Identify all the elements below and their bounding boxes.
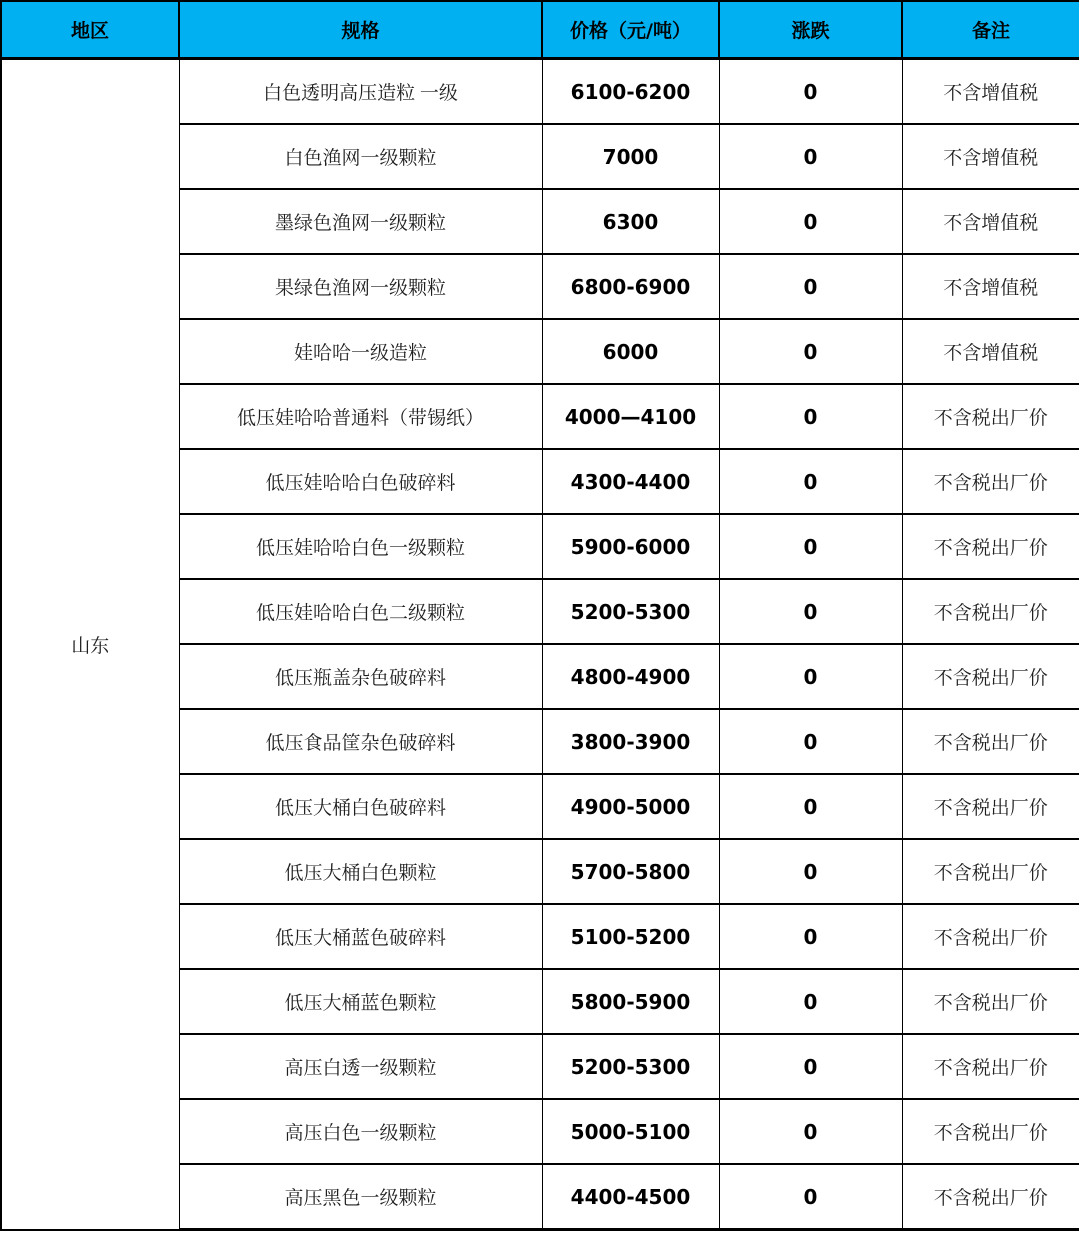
change-cell: 0 — [719, 254, 902, 319]
note-cell: 不含税出厂价 — [902, 384, 1079, 449]
change-cell: 0 — [719, 1099, 902, 1164]
spec-cell: 低压食品筐杂色破碎料 — [179, 709, 542, 774]
note-cell: 不含增值税 — [902, 59, 1079, 125]
change-cell: 0 — [719, 1164, 902, 1230]
change-cell: 0 — [719, 449, 902, 514]
change-cell: 0 — [719, 189, 902, 254]
note-cell: 不含税出厂价 — [902, 839, 1079, 904]
change-cell: 0 — [719, 124, 902, 189]
spec-cell: 墨绿色渔网一级颗粒 — [179, 189, 542, 254]
note-cell: 不含税出厂价 — [902, 969, 1079, 1034]
spec-cell: 低压娃哈哈白色一级颗粒 — [179, 514, 542, 579]
change-cell: 0 — [719, 59, 902, 125]
price-cell: 4300-4400 — [542, 449, 719, 514]
price-cell: 5800-5900 — [542, 969, 719, 1034]
price-cell: 5200-5300 — [542, 579, 719, 644]
header-cell-note: 备注 — [902, 1, 1079, 59]
note-cell: 不含税出厂价 — [902, 904, 1079, 969]
spec-cell: 低压娃哈哈普通料（带锡纸） — [179, 384, 542, 449]
spec-cell: 高压白透一级颗粒 — [179, 1034, 542, 1099]
change-cell: 0 — [719, 839, 902, 904]
price-cell: 4000—4100 — [542, 384, 719, 449]
spec-cell: 白色透明高压造粒 一级 — [179, 59, 542, 125]
spec-cell: 娃哈哈一级造粒 — [179, 319, 542, 384]
change-cell: 0 — [719, 319, 902, 384]
note-cell: 不含税出厂价 — [902, 709, 1079, 774]
change-cell: 0 — [719, 774, 902, 839]
note-cell: 不含税出厂价 — [902, 449, 1079, 514]
price-cell: 5200-5300 — [542, 1034, 719, 1099]
header-cell-price: 价格（元/吨） — [542, 1, 719, 59]
spec-cell: 白色渔网一级颗粒 — [179, 124, 542, 189]
spec-cell: 高压白色一级颗粒 — [179, 1099, 542, 1164]
table-row — [1, 59, 1079, 125]
price-cell: 4400-4500 — [542, 1164, 719, 1230]
note-cell: 不含增值税 — [902, 189, 1079, 254]
spec-cell: 果绿色渔网一级颗粒 — [179, 254, 542, 319]
change-cell: 0 — [719, 514, 902, 579]
note-cell: 不含税出厂价 — [902, 579, 1079, 644]
price-cell: 6300 — [542, 189, 719, 254]
header-row — [1, 1, 1079, 59]
price-cell: 6000 — [542, 319, 719, 384]
change-cell: 0 — [719, 384, 902, 449]
note-cell: 不含税出厂价 — [902, 1164, 1079, 1230]
spec-cell: 高压黑色一级颗粒 — [179, 1164, 542, 1230]
note-cell: 不含增值税 — [902, 319, 1079, 384]
spec-cell: 低压大桶白色破碎料 — [179, 774, 542, 839]
price-cell: 3800-3900 — [542, 709, 719, 774]
spec-cell: 低压大桶蓝色破碎料 — [179, 904, 542, 969]
note-cell: 不含税出厂价 — [902, 514, 1079, 579]
header-cell-spec: 规格 — [179, 1, 542, 59]
table-body — [1, 59, 1079, 1230]
price-cell: 4800-4900 — [542, 644, 719, 709]
change-cell: 0 — [719, 579, 902, 644]
header-cell-region: 地区 — [1, 1, 179, 59]
change-cell: 0 — [719, 709, 902, 774]
spec-cell: 低压大桶蓝色颗粒 — [179, 969, 542, 1034]
header-cell-change: 涨跌 — [719, 1, 902, 59]
spec-cell: 低压娃哈哈白色破碎料 — [179, 449, 542, 514]
change-cell: 0 — [719, 644, 902, 709]
note-cell: 不含增值税 — [902, 254, 1079, 319]
price-cell: 6100-6200 — [542, 59, 719, 125]
change-cell: 0 — [719, 969, 902, 1034]
price-cell: 6800-6900 — [542, 254, 719, 319]
spec-cell: 低压娃哈哈白色二级颗粒 — [179, 579, 542, 644]
price-cell: 5000-5100 — [542, 1099, 719, 1164]
note-cell: 不含增值税 — [902, 124, 1079, 189]
note-cell: 不含税出厂价 — [902, 644, 1079, 709]
price-cell: 5700-5800 — [542, 839, 719, 904]
spec-cell: 低压大桶白色颗粒 — [179, 839, 542, 904]
price-cell: 5900-6000 — [542, 514, 719, 579]
price-cell: 4900-5000 — [542, 774, 719, 839]
change-cell: 0 — [719, 1034, 902, 1099]
note-cell: 不含税出厂价 — [902, 1099, 1079, 1164]
note-cell: 不含税出厂价 — [902, 774, 1079, 839]
price-cell: 7000 — [542, 124, 719, 189]
price-cell: 5100-5200 — [542, 904, 719, 969]
note-cell: 不含税出厂价 — [902, 1034, 1079, 1099]
spec-cell: 低压瓶盖杂色破碎料 — [179, 644, 542, 709]
change-cell: 0 — [719, 904, 902, 969]
table-header — [1, 1, 1079, 59]
region-cell: 山东 — [1, 59, 179, 1230]
